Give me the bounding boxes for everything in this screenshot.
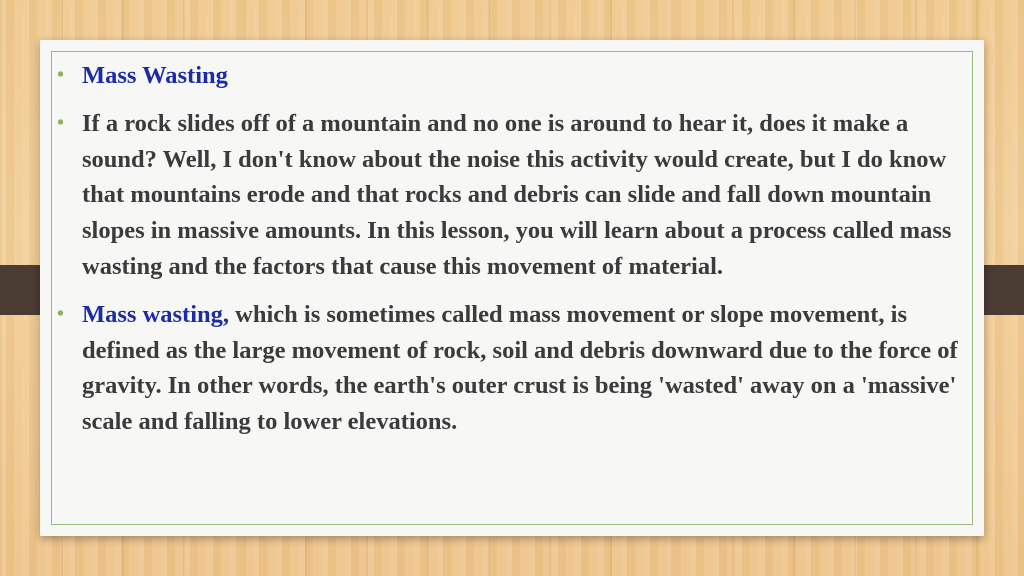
bullet-dot-icon: • (57, 111, 65, 134)
slide-heading: Mass Wasting (82, 62, 228, 89)
bullet-definition-paragraph (52, 297, 972, 440)
definition-paragraph-text: which is sometimes called mass movement or slope movement, is defined as the large movement of rock, soil and debris downward due to the force of gravity. In other words, the earth's outer crust is being 'wasted' away on a 'massive' scale and falling to lower elevations. (82, 300, 958, 436)
left-side-band (0, 265, 44, 315)
bullet-intro-paragraph (52, 106, 972, 285)
bullet-dot-icon: • (57, 64, 65, 86)
bullet-heading (52, 58, 972, 94)
slide-content (52, 58, 972, 440)
intro-paragraph-text: If a rock slides off of a mountain and no one is around to hear it, does it make a sound? Well, I don't know about the noise this activity would create, but I do know that mountains erode and that rocks and debris can slide and fall down mountain slopes in massive amounts. In this lesson, you will learn about a process called mass wasting and the factors that cause this movement of material. (82, 109, 952, 280)
bullet-dot-icon: • (57, 302, 65, 325)
mass-wasting-term: Mass wasting, (82, 300, 230, 328)
slide-card (40, 40, 984, 536)
